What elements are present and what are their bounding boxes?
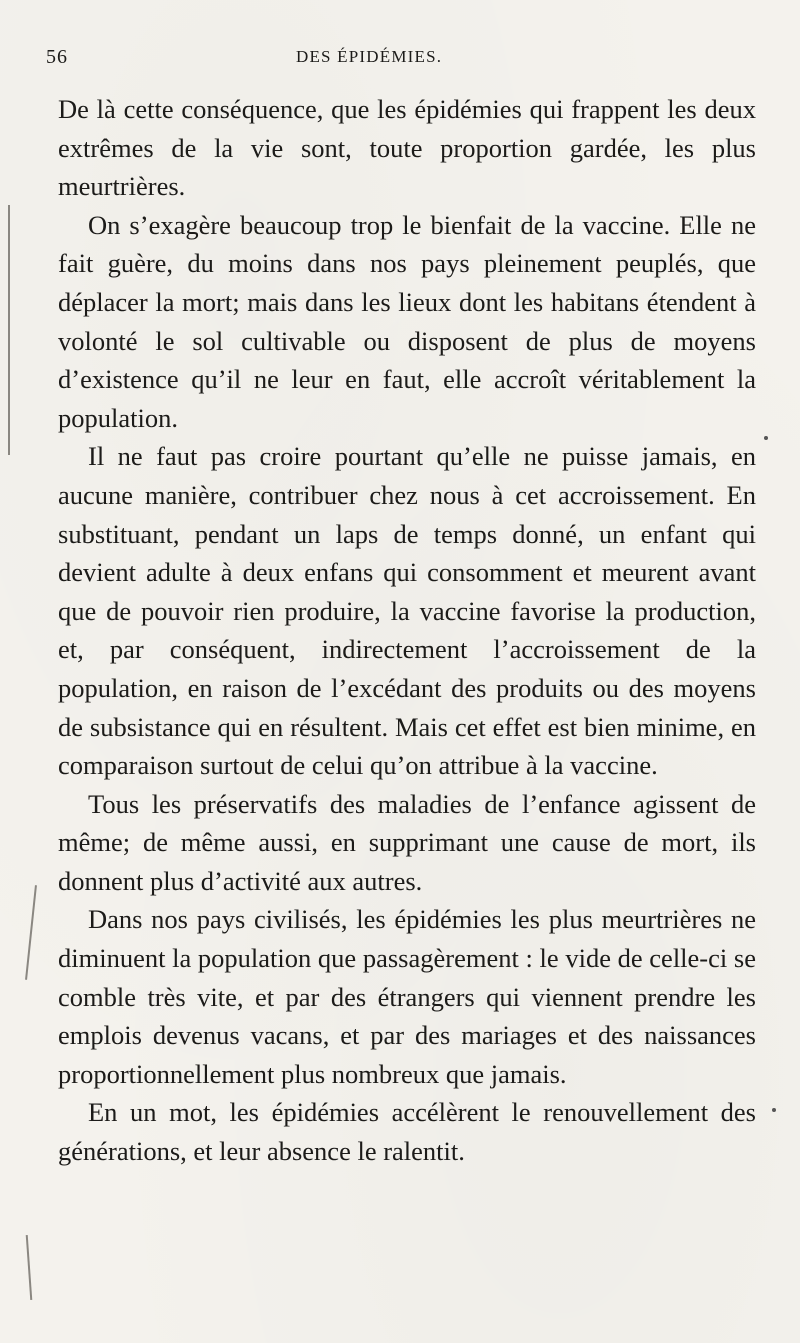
margin-pencil-mark (8, 205, 10, 455)
paragraph-2: On s’exagère beaucoup trop le bienfait de la vaccine. Elle ne fait guère, du moins dans nos pays pleinement peuplés, que déplacer la mort; mais dans les lieux dont les habitans étendent à volonté le sol cultivable ou disposent de plus de moyens d’existence qu’il ne leur en faut, elle accroît véritablement la population. (58, 209, 756, 433)
paragraph-6: En un mot, les épidémies accélèrent le renouvellement des générations, et leur absence le ralentit. (58, 1097, 756, 1167)
body-text (58, 90, 756, 1171)
paragraph-1: De là cette conséquence, que les épidémies qui frappent les deux extrêmes de la vie sont, toute proportion gardée, les plus meurtrières. (58, 94, 756, 202)
ink-speck (764, 436, 768, 440)
ink-speck (772, 1108, 776, 1112)
page-number: 56 (46, 46, 68, 68)
page-header (46, 46, 762, 76)
paragraph-5: Dans nos pays civilisés, les épidémies les plus meurtrières ne diminuent la population que passagèrement : le vide de celle-ci se comble très vite, et par des étrangers qui viennent prendre les emplois devenus vacans, et par des mariages et des naissances proportionnellement plus nombreux que jamais. (58, 904, 756, 1089)
paragraph-3: Il ne faut pas croire pourtant qu’elle ne puisse jamais, en aucune manière, contribuer chez nous à cet accroissement. En substituant, pendant un laps de temps donné, un enfant qui devient adulte à deux enfans qui consomment et meurent avant que de pouvoir rien produire, la vaccine favorise la production, et, par conséquent, indirectement l’accroissement de la population, en raison de l’excédant des produits ou des moyens de subsistance qui en résultent. Mais cet effet est bien minime, en comparaison surtout de celui qu’on attribue à la vaccine. (58, 441, 756, 781)
margin-pencil-mark (26, 1235, 33, 1300)
running-title: DES ÉPIDÉMIES. (296, 47, 443, 66)
paragraph-4: Tous les préservatifs des maladies de l’enfance agissent de même; de même aussi, en supprimant une cause de mort, ils donnent plus d’activité aux autres. (58, 788, 756, 896)
margin-pencil-mark (25, 885, 37, 980)
